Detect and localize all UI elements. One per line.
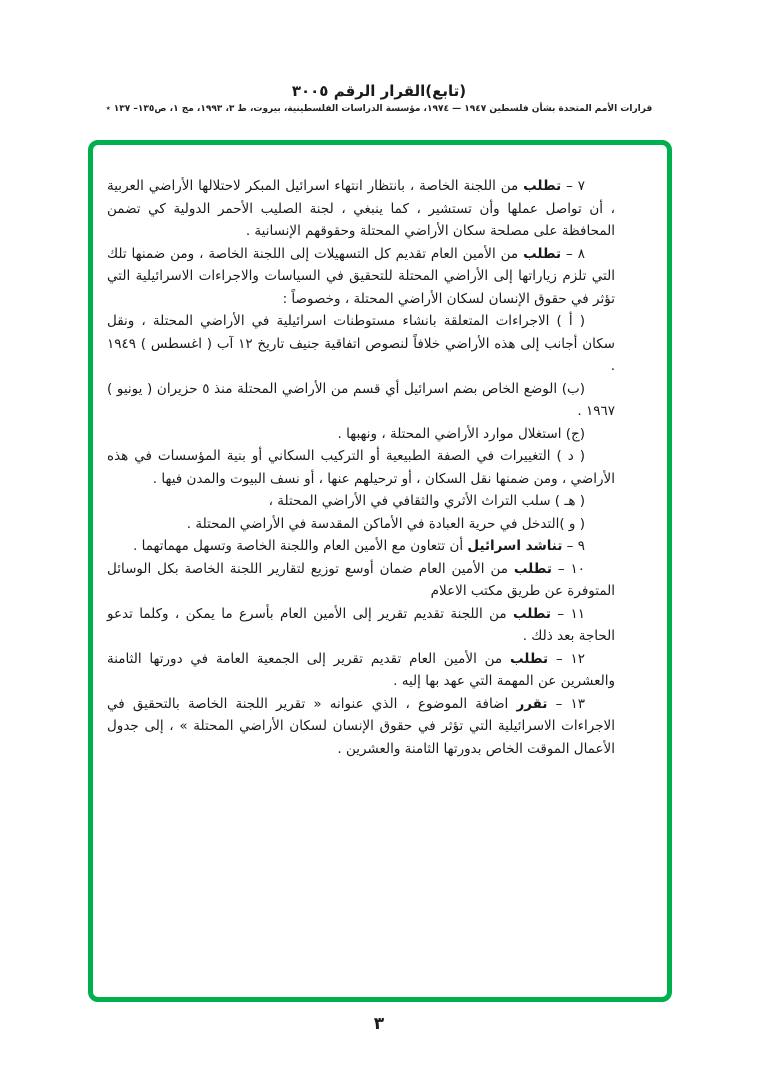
paragraph-number: ( و ) (559, 515, 585, 532)
paragraph-number: ١٢ – (548, 650, 585, 667)
paragraph-text: الاجراءات المتعلقة بانشاء مستوطنات اسرائيلية في الأراضي المحتلة ، ونقل سكان أجانب إلى هذه الأراضي خلافاً لنصوص اتفاقية جنيف تاريخ ١٢ آب ( اغسطس ) ١٩٤٩ . (107, 313, 615, 374)
paragraph-number: ٩ – (562, 538, 585, 554)
paragraph (107, 378, 615, 423)
paragraph-text: من اللجنة الخاصة ، بانتظار انتهاء اسرائيل المبكر لاحتلالها الأراضي العربية ، أن تواصل عملها وأن تستشير ، كما ينبغي ، لجنة الصليب الأحمر الدولية كي تضمن المحافظة على مصلحة سكان الأراضي المحتلة وحقوقهم الإنسانية . (107, 178, 615, 239)
paragraph-keyword: تطلب (523, 178, 562, 194)
paragraph-number: ١٠ – (551, 560, 585, 577)
paragraph-number: (ج) (561, 425, 585, 442)
page-title: (تابع)القرار الرقم ٣٠٠٥ (291, 82, 467, 100)
paragraph-number: ١٣ – (547, 695, 585, 712)
document-paragraphs (93, 145, 667, 760)
document-box (88, 140, 672, 1002)
paragraph-text: التغييرات في الصفة الطبيعية أو التركيب السكاني أو بنية المؤسسات في هذه الأراضي ، ومن ضمنها نقل السكان ، أو ترحيلهم عنها ، أو نسف البيوت والمدن فيها . (107, 448, 615, 487)
paragraph-number: ( أ ) (549, 313, 585, 329)
paragraph-number: ٧ – (561, 178, 585, 194)
paragraph-text: التدخل في حرية العبادة في الأماكن المقدسة في الأراضي المحتلة . (186, 515, 560, 532)
paragraph (107, 648, 615, 693)
citation-line: قرارات الأمم المتحدة بشأن فلسطين ١٩٤٧ — ١٩٧٤، مؤسسة الدراسات الفلسطينية، بيروت، ط ٣، ١٩٩٣، مج ١، ص١٣٥– ١٣٧ ٭ (105, 104, 653, 114)
paragraph (107, 243, 615, 311)
paragraph (107, 423, 615, 446)
paragraph-number: ٨ – (561, 245, 585, 262)
paragraph (107, 490, 615, 513)
paragraph-text: استغلال موارد الأراضي المحتلة ، ونهبها . (337, 425, 562, 442)
paragraph (107, 693, 615, 761)
paragraph-text: سلب التراث الأثري والثقافي في الأراضي المحتلة ، (268, 493, 551, 509)
paragraph-text: من اللجنة تقديم تقرير إلى الأمين العام بأسرع ما يمكن ، وكلما تدعو الحاجة بعد ذلك . (107, 605, 615, 644)
paragraph-number: ١١ – (551, 605, 585, 622)
paragraph-text: اضافة الموضوع ، الذي عنوانه « تقرير اللجنة الخاصة بالتحقيق في الاجراءات الاسرائيلية التي تؤثر في حقوق الإنسان لسكان الأراضي المحتلة » ، إلى جدول الأعمال الموقت الخاص بدورتها الثامنة والعشرين . (107, 695, 615, 757)
paragraph-text: أن تتعاون مع الأمين العام واللجنة الخاصة وتسهل مهماتهما . (133, 538, 468, 554)
paragraph (107, 603, 615, 648)
paragraph-keyword: تطلب (523, 245, 562, 262)
paragraph-number: ( هـ ) (550, 493, 585, 509)
paragraph-text: الوضع الخاص بضم اسرائيل أي قسم من الأراضي المحتلة منذ ٥ حزيران ( يونيو ) ١٩٦٧ . (107, 380, 615, 419)
paragraph (107, 310, 615, 378)
paragraph (107, 535, 615, 558)
paragraph-text: من الأمين العام تقديم كل التسهيلات إلى اللجنة الخاصة ، ومن ضمنها تلك التي تلزم زياراتها إلى الأراضي المحتلة للتحقيق في السياسات والاجراءات الاسرائيلية التي تؤثر في حقوق الإنسان لسكان الأراضي المحتلة ، وخصوصاً : (107, 245, 615, 307)
paragraph (107, 175, 615, 243)
paragraph-number: ( د ) (550, 448, 585, 464)
paragraph-number: (ب) (557, 380, 585, 397)
paragraph-keyword: تطلب (513, 560, 552, 577)
paragraph-text: من الأمين العام تقديم تقرير إلى الجمعية العامة في دورتها الثامنة والعشرين عن المهمة التي عهد بها إليه . (107, 650, 615, 689)
paragraph-keyword: تقرر (516, 695, 548, 712)
paragraph-keyword: تطلب (510, 650, 549, 667)
paragraph-keyword: تناشد اسرائيل (467, 538, 563, 554)
paragraph (107, 558, 615, 603)
page-number: ٣ (373, 1014, 385, 1034)
paragraph (107, 513, 615, 536)
paragraph (107, 445, 615, 490)
paragraph-text: من الأمين العام ضمان أوسع توزيع لتقارير اللجنة الخاصة بكل الوسائل المتوفرة عن طريق مكتب الاعلام (107, 560, 615, 599)
paragraph-keyword: تطلب (512, 605, 552, 622)
